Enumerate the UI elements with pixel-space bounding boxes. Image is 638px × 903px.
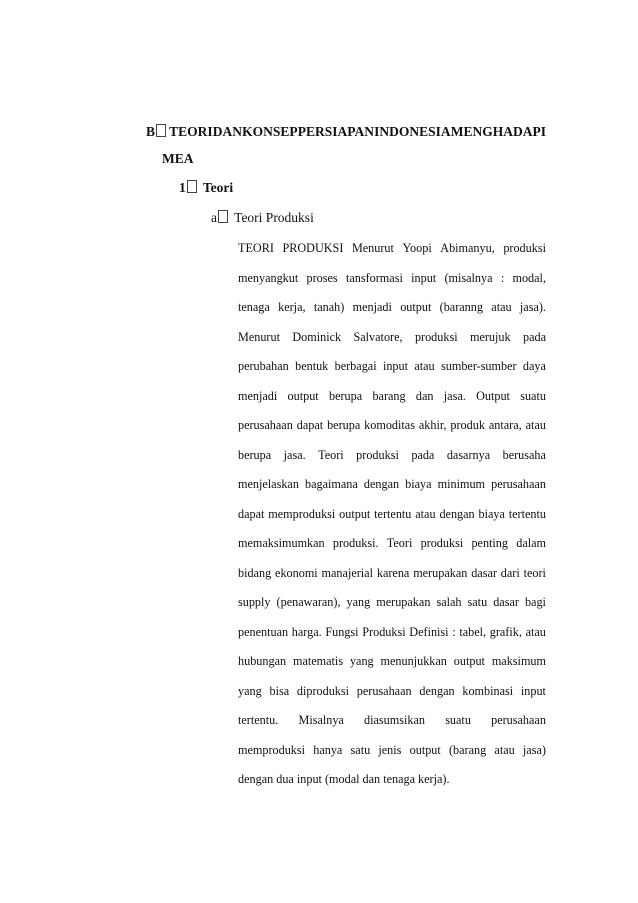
paragraph-word: Teori: [386, 536, 413, 550]
paragraph-word: akhir,: [418, 418, 447, 432]
paragraph-word: berupa: [328, 388, 363, 403]
paragraph-word: yang: [238, 683, 262, 698]
heading-word: KONSEP: [242, 124, 298, 139]
paragraph-word: atau: [525, 418, 546, 432]
paragraph-word: menjadi: [238, 388, 278, 403]
paragraph-line: [238, 417, 546, 447]
paragraph-word: produksi.: [332, 536, 379, 550]
paragraph-word: input: [520, 683, 546, 698]
paragraph-word: produksi: [356, 447, 399, 462]
subsubsection-heading: [211, 210, 314, 226]
paragraph-line: [238, 742, 546, 772]
paragraph-word: Output: [476, 388, 510, 403]
heading-word: DAN: [212, 124, 242, 139]
paragraph-word: perusahaan: [356, 683, 412, 698]
heading-word: TEORI: [169, 124, 213, 139]
paragraph-word: dasar: [471, 565, 497, 580]
paragraph-word: suatu: [445, 713, 471, 727]
paragraph-word: biaya: [405, 477, 432, 491]
paragraph-word: Fungsi: [325, 624, 359, 639]
paragraph-word: Salvatore,: [353, 329, 403, 344]
paragraph-word: tertentu.: [238, 713, 279, 727]
missing-glyph-box: [187, 180, 197, 193]
missing-glyph-box: [156, 124, 166, 137]
paragraph-word: bidang: [238, 565, 272, 580]
heading-word: PERSIAPAN: [297, 124, 374, 139]
paragraph-line: [238, 329, 546, 359]
paragraph-word: bentuk: [295, 359, 329, 373]
paragraph-word: grafik,: [489, 624, 522, 639]
paragraph-word: output: [409, 742, 441, 757]
paragraph-line: [238, 683, 546, 713]
paragraph-word: tertentu: [374, 506, 412, 521]
paragraph-word: yang: [349, 654, 374, 668]
paragraph-word: Menurut: [238, 329, 280, 344]
paragraph-word: Definisi: [409, 624, 449, 639]
paragraph-word: perusahaan: [491, 477, 546, 491]
paragraph-word: Abimanyu,: [440, 241, 495, 255]
paragraph-word: atau: [414, 359, 435, 373]
paragraph-word: berupa: [238, 447, 272, 462]
paragraph-word: produksi: [414, 329, 458, 344]
paragraph-word: output: [400, 300, 432, 314]
paragraph-word: Yoopi: [402, 241, 432, 255]
paragraph-word: suatu: [520, 388, 546, 403]
paragraph-line: [238, 506, 546, 536]
paragraph-word: TEORI: [238, 241, 274, 255]
paragraph-word: Teori: [318, 447, 344, 462]
paragraph-word: :: [500, 270, 505, 285]
paragraph-word: menunjukkan: [380, 654, 447, 668]
section-heading-line1: [146, 124, 546, 140]
paragraph-word: perusahaan: [238, 418, 293, 432]
paragraph-word: tabel,: [459, 624, 487, 639]
paragraph-word: berusaha: [502, 447, 546, 462]
paragraph-word: minimum: [437, 477, 486, 491]
paragraph-word: :: [452, 624, 456, 639]
paragraph-word: jasa).: [519, 300, 546, 314]
paragraph-word: tansformasi: [345, 270, 403, 285]
paragraph-word: bagaimana: [305, 477, 358, 491]
paragraph-line: [238, 358, 546, 388]
paragraph-word: menjelaskan: [238, 477, 299, 491]
missing-glyph-box: [218, 210, 228, 223]
heading-word: INDONESIA: [374, 124, 451, 139]
section-heading-line2: MEA: [162, 151, 194, 166]
paragraph-word: pada: [522, 329, 546, 344]
paragraph-line: [238, 624, 546, 654]
paragraph-word: perubahan: [238, 359, 289, 373]
paragraph-word: Dominick: [292, 329, 342, 344]
paragraph-word: atau: [491, 300, 512, 314]
paragraph-word: berupa: [327, 418, 361, 432]
paragraph-word: (baranng: [439, 300, 483, 314]
paragraph-word: barang: [372, 388, 406, 403]
paragraph-word: tanah): [313, 300, 345, 314]
paragraph-word: atau: [494, 742, 515, 757]
paragraph-word: menjadi: [352, 300, 392, 314]
paragraph-word: dan: [415, 388, 434, 403]
body-paragraph: [238, 240, 546, 801]
paragraph-word: output: [339, 506, 371, 521]
paragraph-word: kerja,: [278, 300, 306, 314]
paragraph-word: produk: [450, 418, 485, 432]
subsection-number: 1: [179, 180, 186, 195]
paragraph-word: biaya: [478, 506, 505, 521]
paragraph-line: [238, 535, 546, 565]
paragraph-word: dasarnya: [446, 447, 491, 462]
paragraph-word: output: [287, 388, 319, 403]
paragraph-word: jasa): [522, 742, 546, 757]
paragraph-word: pada: [411, 447, 435, 462]
paragraph-word: (barang: [448, 742, 487, 757]
paragraph-word: dari: [500, 565, 520, 580]
paragraph-word: (misalnya: [444, 270, 493, 285]
subsubsection-title: Teori Produksi: [234, 210, 314, 225]
paragraph-word: dapat: [238, 506, 265, 521]
paragraph-word: merupakan: [376, 595, 431, 609]
paragraph-line: [238, 447, 546, 477]
paragraph-line: [238, 240, 546, 270]
paragraph-word: merujuk: [469, 329, 511, 344]
paragraph-word: (penawaran),: [276, 595, 341, 609]
paragraph-word: hubungan: [238, 654, 287, 668]
paragraph-word: diasumsikan: [364, 713, 425, 727]
section-letter: B: [146, 124, 169, 140]
paragraph-word: satu: [467, 595, 488, 609]
subsection-title: Teori: [202, 180, 234, 195]
paragraph-line: [238, 388, 546, 418]
paragraph-word: jenis: [378, 742, 402, 757]
paragraph-word: dengan: [439, 506, 475, 521]
paragraph-word: Misalnya: [298, 713, 344, 727]
paragraph-line: [238, 270, 546, 300]
paragraph-word: kombinasi: [462, 683, 514, 698]
paragraph-word: karena: [376, 565, 410, 580]
paragraph-word: perusahaan: [491, 713, 546, 727]
paragraph-word: memproduksi: [238, 742, 306, 757]
paragraph-word: harga.: [291, 624, 322, 639]
paragraph-word: bisa: [269, 683, 290, 698]
paragraph-word: modal,: [512, 270, 546, 285]
paragraph-word: diproduksi: [296, 683, 350, 698]
paragraph-word: supply: [238, 595, 271, 609]
paragraph-word: dalam: [516, 536, 546, 550]
paragraph-line: dengan dua input (modal dan tenaga kerja).: [238, 772, 450, 786]
paragraph-word: komoditas: [364, 418, 415, 432]
paragraph-word: jasa.: [283, 447, 306, 462]
paragraph-word: PRODUKSI: [282, 241, 344, 255]
paragraph-word: menyangkut: [238, 270, 299, 285]
paragraph-word: salah: [436, 595, 462, 609]
paragraph-word: input: [411, 270, 437, 285]
paragraph-word: daya: [522, 359, 546, 373]
paragraph-line: [238, 565, 546, 595]
paragraph-line: [238, 476, 546, 506]
paragraph-word: memproduksi: [268, 506, 336, 521]
paragraph-word: Produksi: [362, 624, 406, 639]
paragraph-word: memaksimumkan: [238, 536, 325, 550]
paragraph-word: proses: [306, 270, 338, 285]
paragraph-word: dengan: [419, 683, 455, 698]
paragraph-line: [238, 712, 546, 742]
paragraph-word: bagi: [524, 595, 546, 609]
paragraph-word: tenaga: [238, 300, 270, 314]
paragraph-word: produksi: [503, 241, 546, 255]
paragraph-word: yang: [346, 595, 371, 609]
paragraph-word: maksimum: [491, 654, 546, 668]
subsection-heading: [179, 180, 233, 196]
heading-word: MENGHADAPI: [450, 124, 546, 139]
paragraph-word: jasa.: [443, 388, 466, 403]
paragraph-word: matematis: [292, 654, 344, 668]
paragraph-word: dengan: [363, 477, 400, 491]
paragraph-word: berbagai: [334, 359, 377, 373]
paragraph-word: output: [453, 654, 485, 668]
paragraph-word: input: [382, 359, 408, 373]
paragraph-word: hanya: [313, 742, 343, 757]
paragraph-word: Menurut: [351, 241, 394, 255]
paragraph-word: manajerial: [321, 565, 373, 580]
subsubsection-letter: a: [211, 210, 217, 225]
paragraph-word: sumber-sumber: [441, 359, 517, 373]
paragraph-word: dasar: [493, 595, 519, 609]
paragraph-word: ekonomi: [275, 565, 318, 580]
paragraph-word: dapat: [296, 418, 324, 432]
paragraph-word: tertentu: [508, 506, 546, 521]
paragraph-word: produksi: [420, 536, 464, 550]
paragraph-word: atau: [525, 624, 546, 639]
paragraph-word: merupakan: [413, 565, 468, 580]
paragraph-line: [238, 594, 546, 624]
paragraph-line: [238, 653, 546, 683]
paragraph-line: [238, 299, 546, 329]
paragraph-word: penentuan: [238, 624, 289, 639]
paragraph-word: penting: [471, 536, 508, 550]
paragraph-word: antara,: [488, 418, 522, 432]
paragraph-word: atau: [415, 506, 436, 521]
paragraph-word: teori: [523, 565, 546, 580]
paragraph-word: satu: [350, 742, 371, 757]
